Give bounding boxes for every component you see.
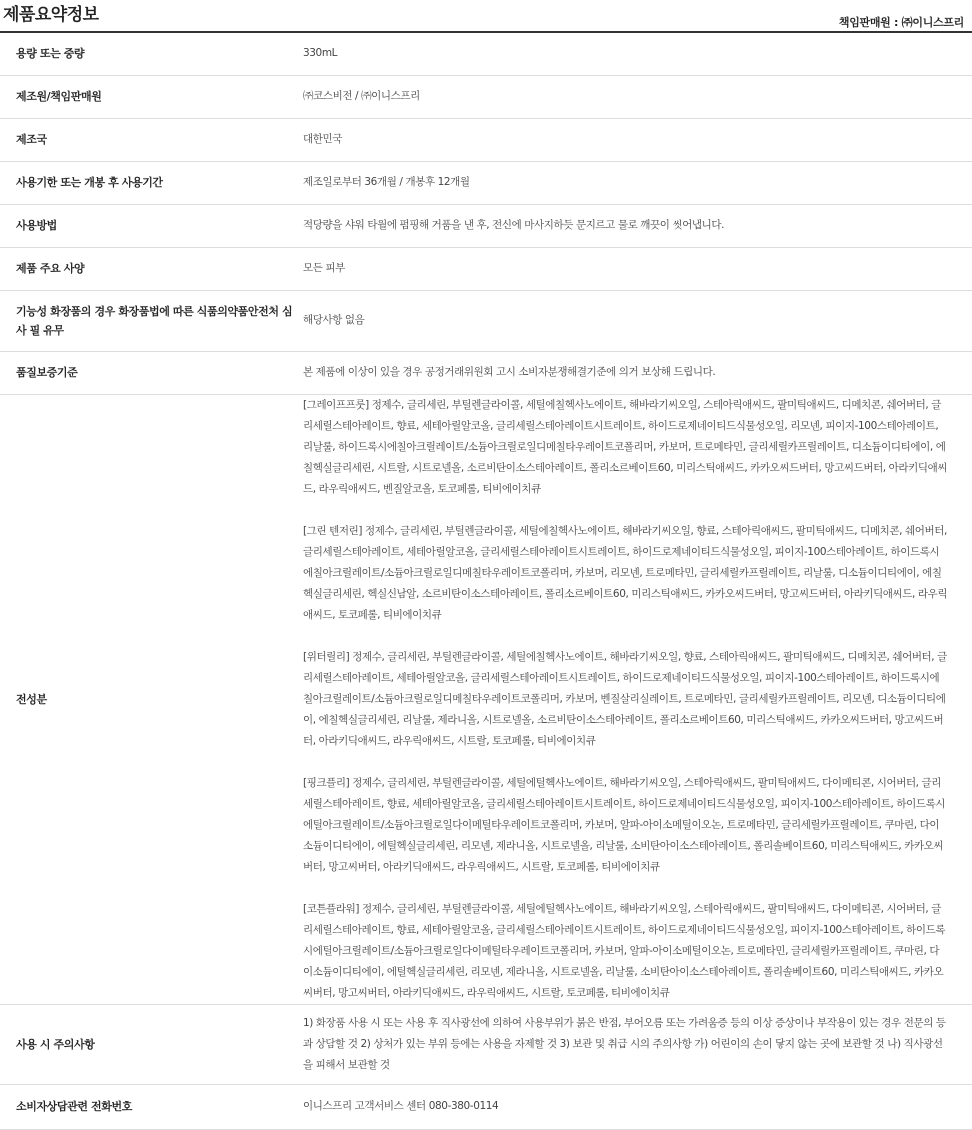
row-label-spec: 제품 주요 사양 <box>0 247 301 290</box>
row-value-ingredients <box>301 394 972 1004</box>
row-value-volume: 330mL <box>301 33 972 75</box>
responsible-seller: 책임판매원 : ㈜이니스프리 <box>838 16 964 29</box>
row-label-country: 제조국 <box>0 118 301 161</box>
table-row <box>0 394 972 1004</box>
table-row <box>0 247 972 290</box>
row-label-ingredients: 전성분 <box>0 394 301 1004</box>
ingredient-block: [그린 텐저린] 정제수, 글리세린, 부틸렌글라이콜, 세틸에칠헥사노에이트, 해바라기씨오일, 향료, 스테아릭애씨드, 팔미틱애씨드, 디메치콘, 쉐어버터, 글리세릴스테아레이트, 세테아릴알코올, 글리세릴스테아레이트시트레이트, 하이드로제네이티드식물성오일, 피이지-100스테아레이트, 하이드록시에칠아크릴레이트/소듐아크릴로일디메칠타우레이트코폴리머, 카보머, 리모넨, 트로메타민, 글리세릴카프릴레이트, 리날룰, 디소듐이디티에이, 에칠헥실글리세린, 헥실신남알, 소르비탄이소스테아레이트, 폴리소르베이트60, 미리스틱애씨드, 카카오씨드버터, 망고씨드버터, 아라키딕애씨드, 라우릭애씨드, 토코페롤, 티비에이치큐 <box>303 524 948 621</box>
row-label-manufacturer: 제조원/책임판매원 <box>0 75 301 118</box>
table-row <box>0 161 972 204</box>
ingredient-block: [그레이프프룻] 정제수, 글리세린, 부틸렌글라이콜, 세틸에칠헥사노에이트, 해바라기씨오일, 스테아릭애씨드, 팔미틱애씨드, 디메치콘, 쉐어버터, 글리세릴스테아레이트, 향료, 세테아릴알코올, 글리세릴스테아레이트시트레이트, 하이드로제네이티드식물성오일, 리모넨, 피이지-100스테아레이트, 리날룰, 하이드록시에칠아크릴레이트/소듐아크릴로일디메칠타우레이트코폴리머, 카보머, 트로메타민, 글리세릴카프릴레이트, 디소듐이디티에이, 에칠헥실글리세린, 시트랄, 시트로넬올, 소르비탄이소스테아레이트, 폴리소르베이트60, 미리스틱애씨드, 카카오씨드버터, 망고씨드버터, 아라키딕애씨드, 라우릭애씨드, 벤질알코올, 토코페롤, 티비에이치큐 <box>303 398 948 495</box>
row-value-manufacturer: ㈜코스비전 / ㈜이니스프리 <box>301 75 972 118</box>
row-label-expiry: 사용기한 또는 개봉 후 사용기간 <box>0 161 301 204</box>
row-value-country: 대한민국 <box>301 118 972 161</box>
row-label-volume: 용량 또는 중량 <box>0 33 301 75</box>
row-value-caution: 1) 화장품 사용 시 또는 사용 후 직사광선에 의하여 사용부위가 붉은 반점, 부어오름 또는 가려움증 등의 이상 증상이나 부작용이 있는 경우 전문의 등과 상담할 것 2) 상처가 있는 부위 등에는 사용을 자제할 것 3) 보관 및 취급 시의 주의사항 가) 어린이의 손이 닿지 않는 곳에 보관할 것 나) 직사광선을 피해서 보관할 것 <box>301 1004 972 1084</box>
product-summary-header <box>0 0 972 33</box>
table-row <box>0 351 972 394</box>
row-value-expiry: 제조일로부터 36개월 / 개봉후 12개월 <box>301 161 972 204</box>
row-label-caution: 사용 시 주의사항 <box>0 1004 301 1084</box>
table-row <box>0 33 972 75</box>
row-value-usage: 적당량을 샤워 타월에 펌핑해 거품을 낸 후, 전신에 마사지하듯 문지르고 물로 깨끗이 씻어냅니다. <box>301 204 972 247</box>
row-label-functional: 기능성 화장품의 경우 화장품법에 따른 식품의약품안전처 심사 필 유무 <box>0 290 301 351</box>
table-row <box>0 1004 972 1084</box>
table-row <box>0 1084 972 1129</box>
ingredient-block: [핑크플리] 정제수, 글리세린, 부틸렌글라이콜, 세틸에틸헥사노에이트, 해바라기씨오일, 스테아릭애씨드, 팔미틱애씨드, 다이메티콘, 시어버터, 글리세릴스테아레이트, 향료, 세테아릴알코올, 글리세릴스테아레이트시트레이트, 하이드로제네이티드식물성오일, 피이지-100스테아레이트, 하이드록시에틸아크릴레이트/소듐아크릴로일다이메틸타우레이트코폴리머, 카보머, 알파-아이소메틸이오논, 트로메타민, 글리세릴카프릴레이트, 쿠마린, 다이소듐이디티에이, 에틸헥실글리세린, 리모넨, 제라니올, 시트로넬올, 리날룰, 소비탄아이소스테아레이트, 폴리솔베이트60, 미리스틱애씨드, 카카오씨버터, 망고씨버터, 아라키딕애씨드, 라우릭애씨드, 시트랄, 토코페롤, 티비에이치큐 <box>303 776 946 873</box>
row-label-quality: 품질보증기준 <box>0 351 301 394</box>
row-value-functional: 해당사항 없음 <box>301 290 972 351</box>
row-value-quality: 본 제품에 이상이 있을 경우 공정거래위원회 고시 소비자분쟁해결기준에 의거 보상해 드립니다. <box>301 351 972 394</box>
table-row <box>0 118 972 161</box>
row-value-contact: 이니스프리 고객서비스 센터 080-380-0114 <box>301 1084 972 1129</box>
row-value-spec: 모든 피부 <box>301 247 972 290</box>
ingredient-block: [코튼플라워] 정제수, 글리세린, 부틸렌글라이콜, 세틸에틸헥사노에이트, 해바라기씨오일, 스테아릭애씨드, 팔미틱애씨드, 다이메티콘, 시어버터, 글리세릴스테아레이트, 향료, 세테아릴알코올, 글리세릴스테아레이트시트레이트, 하이드로제네이티드식물성오일, 피이지-100스테아레이트, 하이드록시에틸아크릴레이트/소듐아크릴로일다이메틸타우레이트코폴리머, 카보머, 알파-아이소메틸이오논, 트로메타민, 글리세릴카프릴레이트, 쿠마린, 다이소듐이디티에이, 에틸헥실글리세린, 리모넨, 제라니올, 시트로넬올, 리날룰, 소비탄아이소스테아레이트, 폴리솔베이트60, 미리스틱애씨드, 카카오씨버터, 망고씨버터, 아라키딕애씨드, 라우릭애씨드, 시트랄, 토코페롤, 티비에이치큐 <box>303 902 946 999</box>
ingredient-block: [위터릴리] 정제수, 글리세린, 부틸렌글라이콜, 세틸에칠헥사노에이트, 해바라기씨오일, 향료, 스테아릭애씨드, 팔미틱애씨드, 디메치콘, 쉐어버터, 글리세릴스테아레이트, 세테아릴알코올, 글리세릴스테아레이트시트레이트, 하이드로제네이티드식물성오일, 피이지-100스테아레이트, 하이드록시에칠아크릴레이트/소듐아크릴로일디메칠타우레이트코폴리머, 카보머, 벤질살리실레이트, 트로메타민, 글리세릴카프릴레이트, 리모넨, 디소듐이디티에이, 에칠헥실글리세린, 리날룰, 제라니올, 시트로넬올, 소르비탄이소스테아레이트, 폴리소르베이트60, 미리스틱애씨드, 카카오씨드버터, 망고씨드버터, 아라키딕애씨드, 라우릭애씨드, 시트랄, 토코페롤, 티비에이치큐 <box>303 650 947 747</box>
product-info-table <box>0 33 972 1130</box>
table-row <box>0 204 972 247</box>
row-label-contact: 소비자상담관련 전화번호 <box>0 1084 301 1129</box>
table-row <box>0 75 972 118</box>
row-label-usage: 사용방법 <box>0 204 301 247</box>
page-title: 제품요약정보 <box>3 5 99 25</box>
table-row <box>0 290 972 351</box>
